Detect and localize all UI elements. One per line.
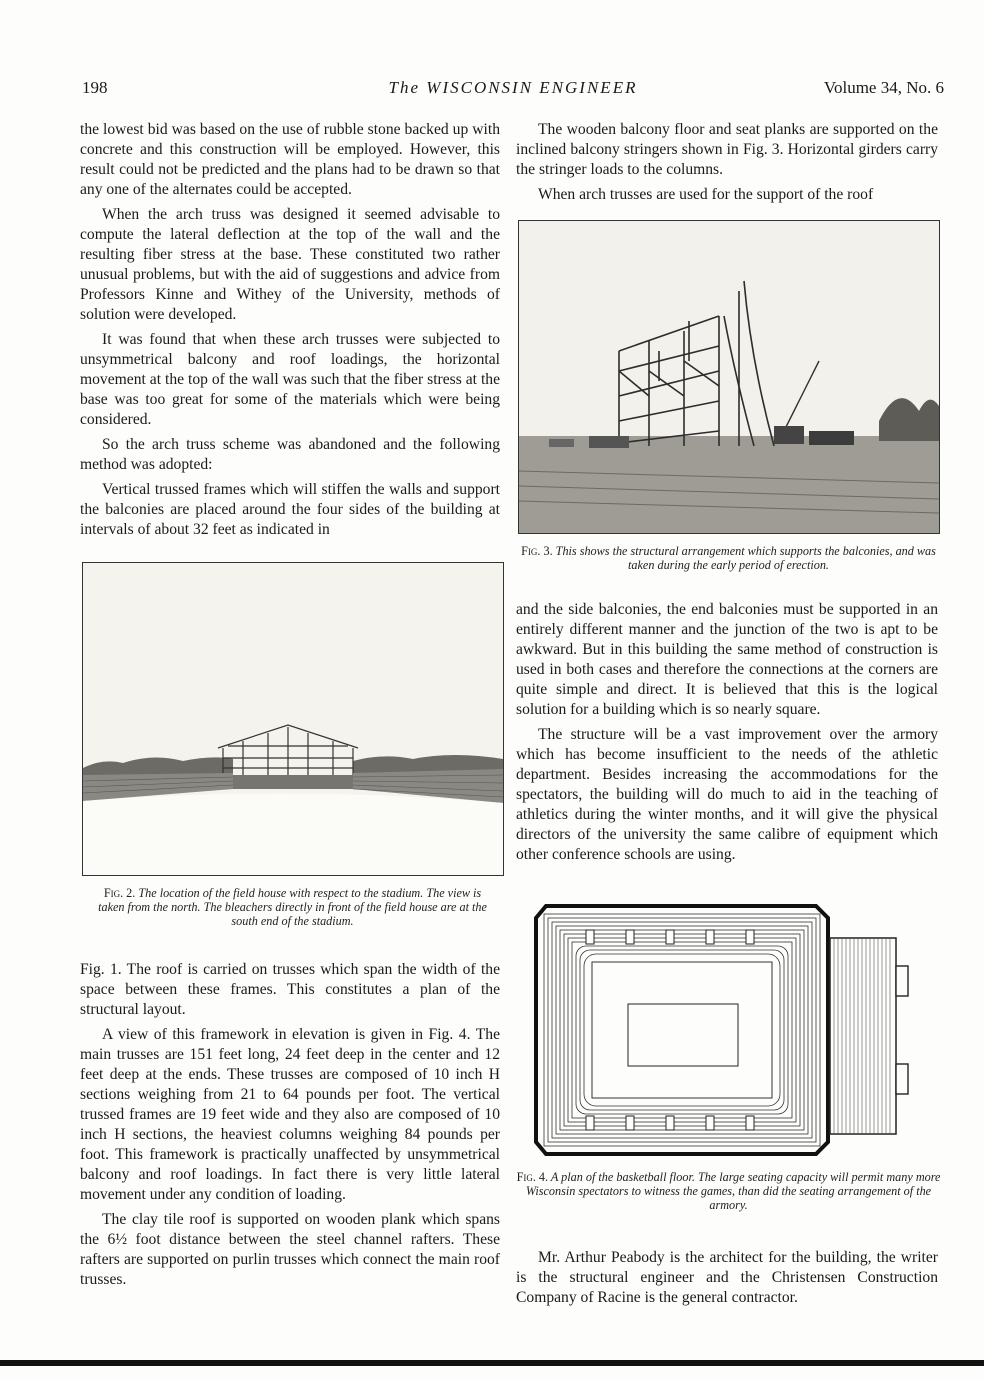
paragraph: It was found that when these arch trusses were subjected to unsymmetrical balcony and roof loadings, the horizontal movement at the top of the wall was such that the fiber stress at the base was too great for some of the materials which were being considered. <box>80 331 500 428</box>
fig2-label: Fig. 2. <box>103 886 136 900</box>
fig4-text: A plan of the basketball floor. The large seating capacity will permit many more Wisconsin spectators to witness the games, than did the seating arrangement of the armory. <box>525 1170 941 1212</box>
fig2-photo <box>82 562 504 876</box>
paragraph: and the side balconies, the end balconies must be supported in an entirely different manner and the junction of the two is apt to be awkward. But in this building the same method of construction is used in both cases and therefore the connections at the corners are quite simple and direct. It is believed that this is the logical solution for a building which is so nearly square. <box>516 601 938 718</box>
right-column-bottom <box>516 1248 938 1313</box>
fig3-text: This shows the structural arrangement which supports the balconies, and was taken during the early period of erection. <box>555 544 936 572</box>
journal-title: The WISCONSIN ENGINEER <box>388 78 638 97</box>
fig2-caption <box>95 886 490 928</box>
fig4-plan-drawing <box>534 904 924 1158</box>
paragraph: So the arch truss scheme was abandoned and the following method was adopted: <box>80 436 500 473</box>
left-column-top <box>80 120 500 545</box>
paragraph: Vertical trussed frames which will stiffen the walls and support the balconies are placed around the four sides of the building at intervals of about 32 feet as indicated in <box>80 481 500 538</box>
page-bottom-edge <box>0 1360 984 1366</box>
right-column-middle <box>516 600 938 870</box>
running-header <box>82 78 944 104</box>
paragraph: When the arch truss was designed it seemed advisable to compute the lateral deflection at the top of the wall and the resulting fiber stress at the base. These constituted two rather unusual problems, but with the aid of suggestions and advice from Professors Kinne and Withey of the University, methods of solution were developed. <box>80 206 500 323</box>
paragraph: The structure will be a vast improvement over the armory which has become insufficient to the needs of the athletic department. Besides increasing the accommodations for the spectators, the building will do much to aid in the teaching of athletics during the winter months, and it will give the physical directors of the university the same calibre of equipment which other conference schools are using. <box>516 726 938 863</box>
fig3-label: Fig. 3. <box>521 544 553 558</box>
right-column-top <box>516 120 938 210</box>
paragraph: The clay tile roof is supported on wooden plank which spans the 6½ foot distance between the steel channel rafters. These rafters are supported on purlin trusses which connect the main roof trusses. <box>80 1211 500 1288</box>
paragraph: The wooden balcony floor and seat planks are supported on the inclined balcony stringers shown in Fig. 3. Horizontal girders carry the stringer loads to the columns. <box>516 121 938 178</box>
paragraph: Mr. Arthur Peabody is the architect for the building, the writer is the structural engineer and the Christensen Construction Company of Racine is the general contractor. <box>516 1249 938 1306</box>
paragraph: the lowest bid was based on the use of rubble stone backed up with concrete and this construction will be employed. However, this result could not be predicted and the plans had to be drawn so that any one of the alternates could be accepted. <box>80 121 500 198</box>
paragraph: Fig. 1. The roof is carried on trusses which span the width of the space between these frames. This constitutes a plan of the structural layout. <box>80 961 500 1018</box>
page-number: 198 <box>82 78 108 97</box>
fig3-caption <box>516 544 941 572</box>
fig4-caption <box>516 1170 941 1212</box>
paragraph: When arch trusses are used for the support of the roof <box>538 186 874 203</box>
paragraph: A view of this framework in elevation is given in Fig. 4. The main trusses are 151 feet long, 24 feet deep in the center and 12 feet deep at the ends. These trusses are composed of 10 inch H sections weighing from 21 to 64 pounds per foot. The vertical trussed frames are 19 feet wide and they also are composed of 10 inch H sections, the heaviest columns weighing 84 pounds per foot. This framework is practically unaffected by unsymmetrical balcony and roof loadings. In fact there is very little lateral movement under any condition of loading. <box>80 1026 500 1203</box>
fig4-label: Fig. 4. <box>516 1170 549 1184</box>
fig3-photo <box>518 220 940 534</box>
volume-issue: Volume 34, No. 6 <box>823 78 944 97</box>
fig2-text: The location of the field house with respect to the stadium. The view is taken from the north. The bleachers directly in front of the field house are at the south end of the stadium. <box>98 886 487 928</box>
left-column-bottom <box>80 960 500 1295</box>
